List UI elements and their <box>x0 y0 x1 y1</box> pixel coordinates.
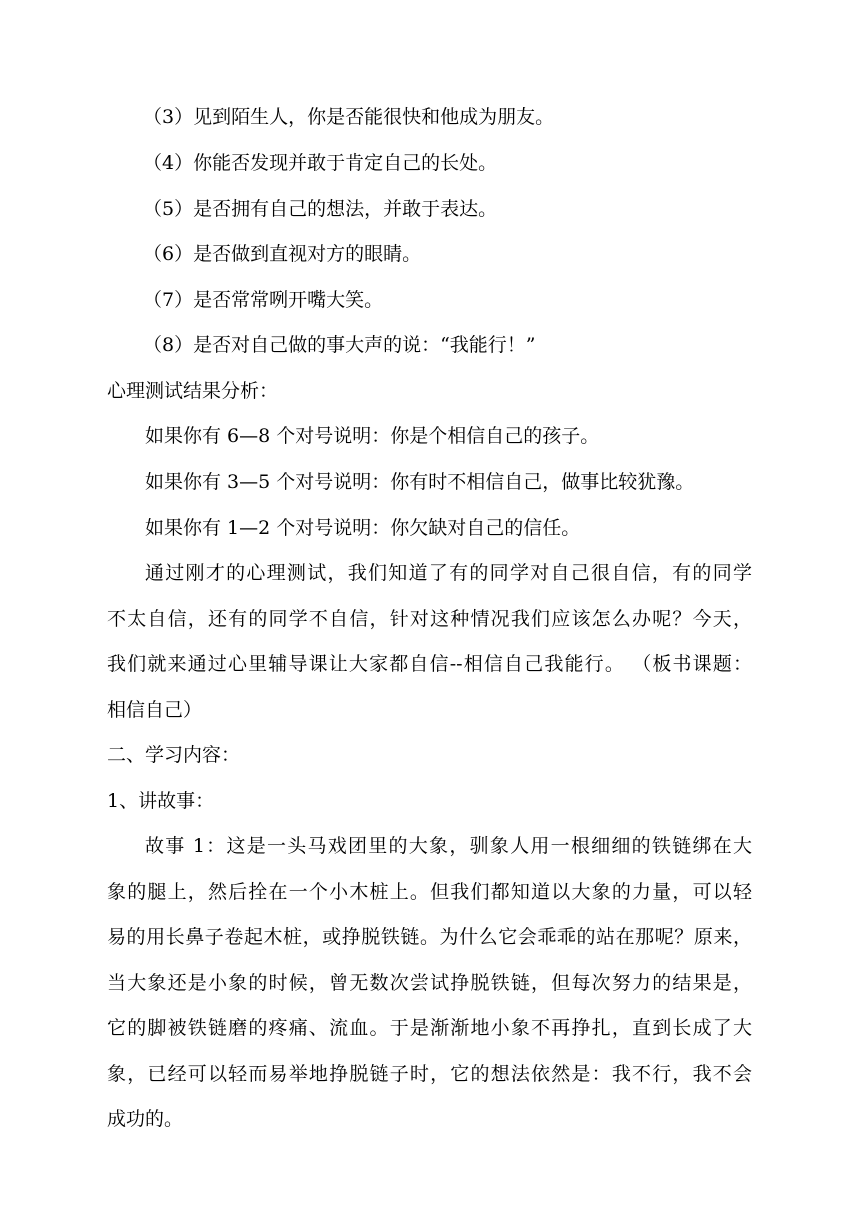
story-paragraph-line-7: 成功的。 <box>107 1108 184 1130</box>
subsection-heading: 1、讲故事： <box>107 790 215 812</box>
survey-item-8: （8）是否对自己做的事大声的说：“我能行！” <box>143 334 536 356</box>
story-paragraph-line-2: 象的腿上，然后拴在一个小木桩上。但我们都知道以大象的力量，可以轻 <box>107 881 752 903</box>
survey-item-5: （5）是否拥有自己的想法，并敢于表达。 <box>143 198 498 220</box>
intro-paragraph-line-2: 不太自信，还有的同学不自信，针对这种情况我们应该怎么办呢？今天， <box>107 608 752 630</box>
story-paragraph-line-6: 象，已经可以轻而易举地挣脱链子时，它的想法依然是：我不行，我不会 <box>107 1063 752 1085</box>
intro-paragraph-line-1: 通过刚才的心理测试，我们知道了有的同学对自己很自信，有的同学 <box>145 562 752 584</box>
survey-item-6: （6）是否做到直视对方的眼睛。 <box>143 243 422 265</box>
story-paragraph-line-3: 易的用长鼻子卷起木桩，或挣脱铁链。为什么它会乖乖的站在那呢？原来， <box>107 926 752 948</box>
analysis-heading: 心理测试结果分析： <box>107 380 279 402</box>
section-heading: 二、学习内容： <box>107 744 241 766</box>
analysis-item-high: 如果你有 6—8 个对号说明：你是个相信自己的孩子。 <box>145 425 600 447</box>
survey-item-4: （4）你能否发现并敢于肯定自己的长处。 <box>143 152 498 174</box>
intro-paragraph-line-4: 相信自己） <box>107 699 203 721</box>
analysis-item-low: 如果你有 1—2 个对号说明：你欠缺对自己的信任。 <box>145 517 581 539</box>
story-paragraph-line-5: 它的脚被铁链磨的疼痛、流血。于是渐渐地小象不再挣扎，直到长成了大 <box>107 1017 752 1039</box>
survey-item-3: （3）见到陌生人，你是否能很快和他成为朋友。 <box>143 106 555 128</box>
analysis-item-mid: 如果你有 3—5 个对号说明：你有时不相信自己，做事比较犹豫。 <box>145 471 695 493</box>
story-paragraph-line-1: 故事 1：这是一头马戏团里的大象，驯象人用一根细细的铁链绑在大 <box>145 835 752 857</box>
story-paragraph-line-4: 当大象还是小象的时候，曾无数次尝试挣脱铁链，但每次努力的结果是， <box>107 972 752 994</box>
survey-item-7: （7）是否常常咧开嘴大笑。 <box>143 289 384 311</box>
intro-paragraph-line-3: 我们就来通过心里辅导课让大家都自信--相信自己我能行。 （板书课题： <box>107 653 752 675</box>
